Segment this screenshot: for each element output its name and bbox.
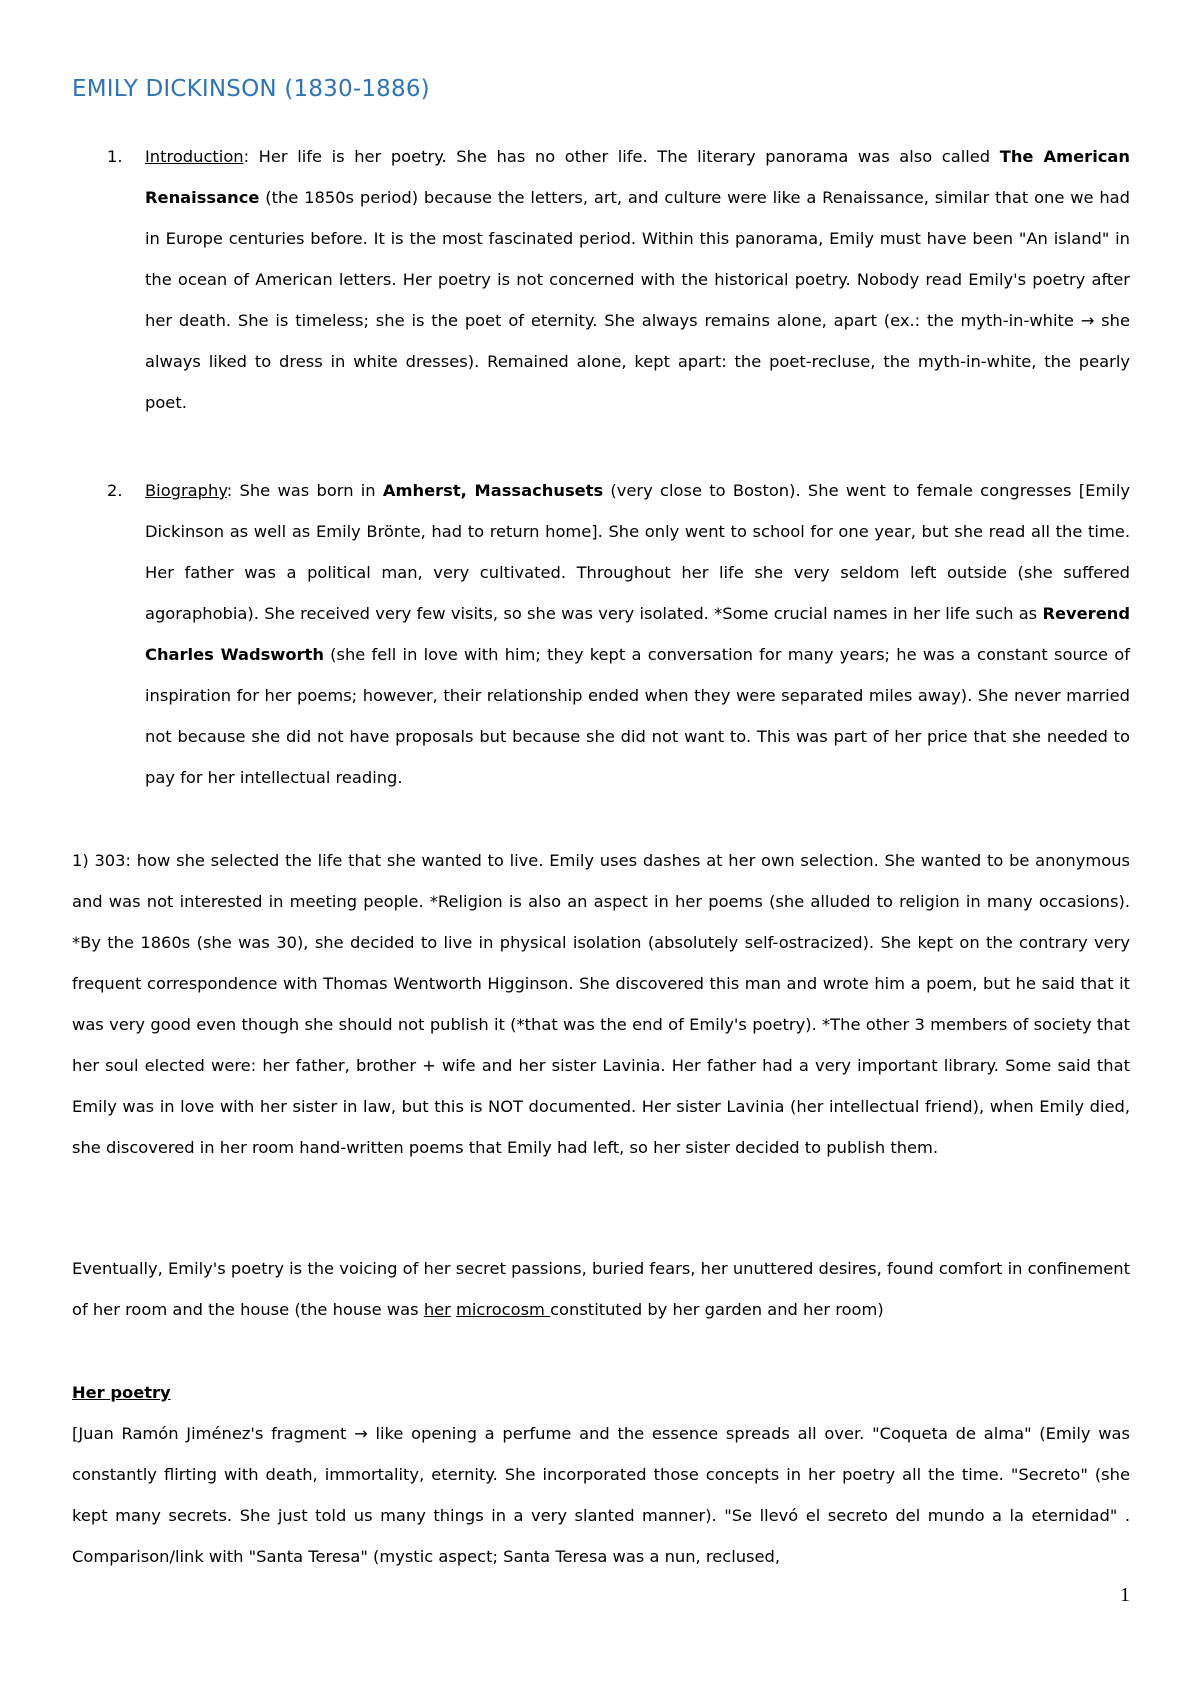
biography-text-3: (she fell in love with him; they kept a conversation for many years; he was a constant source of inspiration for her poems; however, their relationship ended when they were separated miles away). She never married not because she did not have proposals but because she did not want to. This was part of her price that she needed to pay for her intellectual reading. xyxy=(145,645,1130,787)
wadsworth-term: Reverend Charles Wadsworth xyxy=(145,604,1130,664)
microcosm-underlined: microcosm xyxy=(456,1300,551,1319)
introduction-text-1: : Her life is her poetry. She has no other life. The literary panorama was also called xyxy=(243,147,1000,166)
biography-paragraph xyxy=(145,470,1130,798)
poem-303-paragraph: 1) 303: how she selected the life that she wanted to live. Emily uses dashes at her own selection. She wanted to be anonymous and was not interested in meeting people. *Religion is also an aspect in her poems (she alluded to religion in many occasions). *By the 1860s (she was 30), she decided to live in physical isolation (absolutely self-ostracized). She kept on the contrary very frequent correspondence with Thomas Wentworth Higginson. She discovered this man and wrote him a poem, but he said that it was very good even though she should not publish it (*that was the end of Emily's poetry). *The other 3 members of society that her soul elected were: her father, brother + wife and her sister Lavinia. Her father had a very important library. Some said that Emily was in love with her sister in law, but this is NOT documented. Her sister Lavinia (her intellectual friend), when Emily died, she discovered in her room hand-written poems that Emily had left, so her sister decided to publish them. xyxy=(72,851,1130,1157)
biography-text-2: (very close to Boston). She went to female congresses [Emily Dickinson as well as Emily Brönte, had to return home]. She only went to school for one year, but she read all the time. Her father was a political man, very cultivated. Throughout her life she very seldom left outside (she suffered agoraphobia). She received very few visits, so she was very isolated. *Some crucial names in her life such as xyxy=(145,481,1130,623)
document-title: EMILY DICKINSON (1830-1886) xyxy=(72,76,430,102)
biography-label: Biography xyxy=(145,481,227,500)
her-underlined: her xyxy=(423,1300,451,1319)
page-number: 1 xyxy=(1120,1584,1130,1606)
eventually-text-3: constituted by her garden and her room) xyxy=(550,1300,884,1319)
introduction-paragraph xyxy=(145,136,1130,423)
eventually-text-1: Eventually, Emily's poetry is the voicing of her secret passions, buried fears, her unuttered desires, found comfort in confinement of her room and the house (the house was xyxy=(72,1259,1130,1319)
list-number-2: 2. xyxy=(107,481,123,500)
biography-text-1: : She was born in xyxy=(226,481,383,500)
introduction-text-2: (the 1850s period) because the letters, art, and culture were like a Renaissance, similar that one we had in Europe centuries before. It is the most fascinated period. Within this panorama, Emily must have been "An island" in the ocean of American letters. Her poetry is not concerned with the historical poetry. Nobody read Emily's poetry after her death. She is timeless; she is the poet of eternity. She always remains alone, apart (ex.: the myth-in-white → she always liked to dress in white dresses). Remained alone, kept apart: the poet-recluse, the myth-in-white, the pearly poet. xyxy=(145,188,1130,412)
american-renaissance-term: The American Renaissance xyxy=(145,147,1131,207)
amherst-term: Amherst, Massachusets xyxy=(382,481,604,500)
list-number-1: 1. xyxy=(107,147,123,166)
her-poetry-heading: Her poetry xyxy=(72,1383,171,1402)
eventually-paragraph xyxy=(72,1248,1130,1330)
her-poetry-paragraph: [Juan Ramón Jiménez's fragment → like opening a perfume and the essence spreads all over. "Coqueta de alma" (Emily was constantly flirting with death, immortality, eternity. She incorporated those concepts in her poetry all the time. "Secreto" (she kept many secrets. She just told us many things in a very slanted manner). "Se llevó el secreto del mundo a la eternidad" . Comparison/link with "Santa Teresa" (mystic aspect; Santa Teresa was a nun, reclused, xyxy=(72,1424,1130,1566)
introduction-label: Introduction xyxy=(145,147,244,166)
